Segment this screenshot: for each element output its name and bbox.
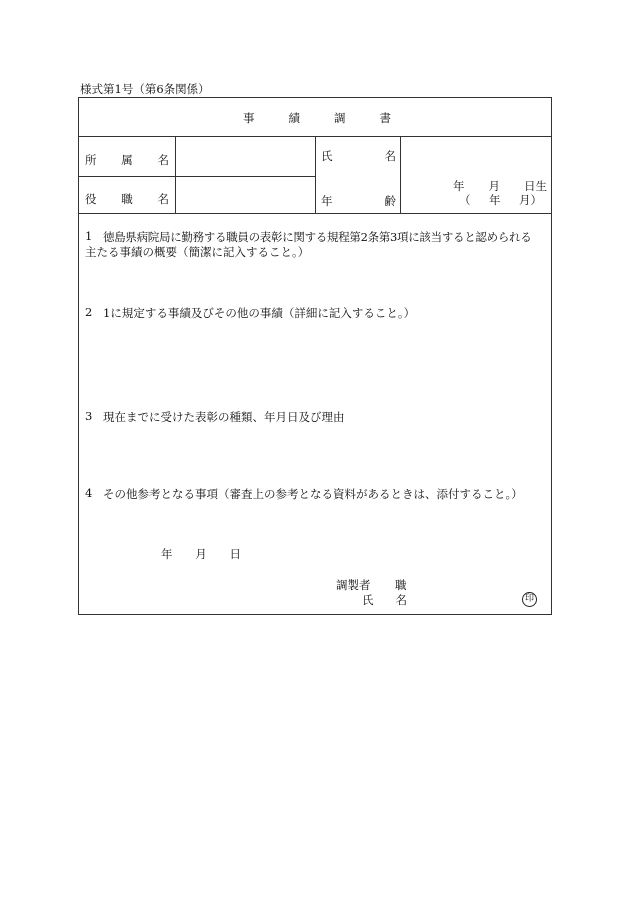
affiliation-label	[85, 152, 169, 168]
label-char: 名	[395, 593, 407, 607]
title-char: 事	[243, 111, 255, 125]
section-3-text: 現在までに受けた表彰の種類、年月日及び理由	[103, 410, 345, 424]
birth-char: 月）	[519, 193, 542, 207]
label-char: 齢	[384, 194, 396, 208]
age-paren-line	[459, 192, 542, 208]
age-label	[321, 193, 396, 209]
section-4-number: 4	[85, 486, 93, 500]
seal-mark: 印	[522, 592, 537, 607]
date-char: 日	[229, 547, 241, 561]
section-4-text: その他参考となる事項（審査上の参考となる資料があるときは、添付すること。）	[103, 487, 523, 501]
label-char: 職	[121, 192, 133, 206]
record-form	[78, 97, 552, 615]
birth-char: （	[459, 193, 471, 207]
birth-char: 月	[488, 179, 500, 193]
label-char: 名	[157, 192, 169, 206]
name-age-column-divider	[400, 136, 401, 213]
section-1-text-continued: 主たる事績の概要（簡潔に記入すること。）	[85, 245, 310, 259]
label-char: 属	[121, 153, 133, 167]
label-char: 年	[321, 194, 333, 208]
section-1-text: 徳島県病院局に勤務する職員の表彰に関する規程第2条第3項に該当すると認められる	[103, 230, 532, 244]
section-1-number: 1	[85, 229, 93, 243]
affiliation-field[interactable]	[176, 137, 315, 176]
section-2-text: 1に規定する事績及びその他の事績（詳細に記入すること。）	[103, 306, 416, 320]
label-char: 所	[85, 153, 97, 167]
label-char: 氏	[321, 149, 333, 163]
preparer-position-label: 職	[395, 578, 407, 592]
form-number: 様式第1号（第6条関係）	[80, 82, 210, 96]
birth-char: 日生	[524, 179, 547, 193]
form-title	[243, 110, 391, 126]
label-char: 氏	[362, 593, 374, 607]
date-char: 月	[195, 547, 207, 561]
preparer-name-label	[362, 592, 407, 608]
birth-char: 年	[489, 193, 501, 207]
title-char: 績	[288, 111, 300, 125]
preparer-label: 調製者	[336, 578, 371, 592]
header-bottom-divider	[79, 213, 551, 214]
birth-char: 年	[453, 179, 465, 193]
label-char: 名	[157, 153, 169, 167]
name-label	[321, 148, 396, 164]
section-3-number: 3	[85, 409, 93, 423]
label-char: 名	[384, 149, 396, 163]
section-2-number: 2	[85, 305, 93, 319]
preparation-date	[161, 546, 241, 562]
label-char: 役	[85, 192, 97, 206]
position-label	[85, 191, 169, 207]
title-char: 書	[379, 111, 391, 125]
title-char: 調	[334, 111, 346, 125]
value-column-divider	[315, 136, 316, 213]
position-field[interactable]	[176, 177, 315, 213]
date-char: 年	[161, 547, 173, 561]
